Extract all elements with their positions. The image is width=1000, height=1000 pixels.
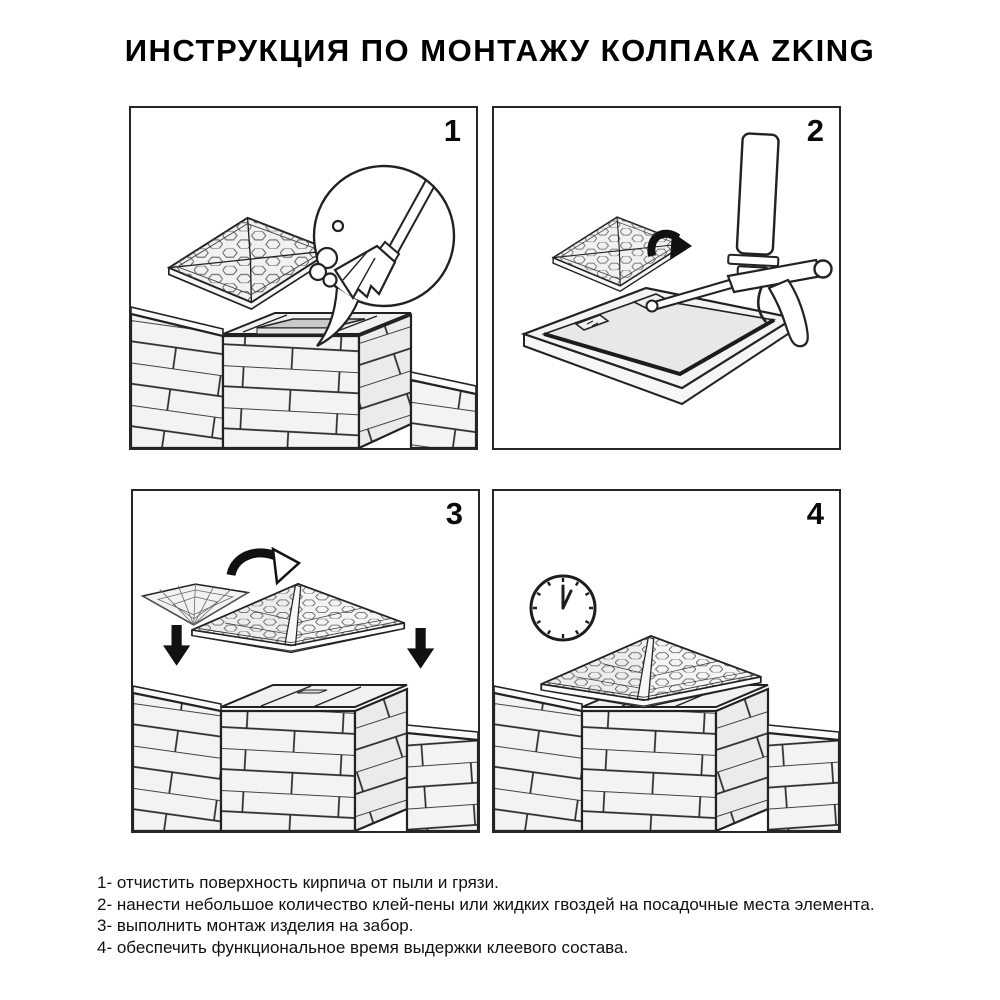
step-panel-1 bbox=[129, 106, 478, 450]
foam-canister bbox=[728, 133, 785, 276]
instruction-line-3: 3- выполнить монтаж изделия на забор. bbox=[97, 916, 414, 935]
step-4-illustration bbox=[494, 491, 839, 831]
step-1-illustration bbox=[131, 108, 476, 448]
step-panel-4 bbox=[492, 489, 841, 833]
step-number-3: 3 bbox=[445, 496, 463, 531]
fence-and-pillar bbox=[133, 685, 478, 831]
right-fence-wall bbox=[411, 372, 476, 448]
pillar-cap-small bbox=[553, 217, 686, 291]
step-number-4: 4 bbox=[806, 496, 824, 531]
down-arrow-icon bbox=[163, 625, 190, 666]
step-number-2: 2 bbox=[806, 113, 824, 148]
left-fence-wall bbox=[131, 307, 223, 448]
step-number-1: 1 bbox=[443, 113, 461, 148]
instruction-line-4: 4- обеспечить функциональное время выдержки клеевого состава. bbox=[97, 937, 629, 957]
instruction-list bbox=[97, 872, 875, 958]
step-2-illustration bbox=[494, 108, 839, 448]
page-title: ИНСТРУКЦИЯ ПО МОНТАЖУ КОЛПАКА ZKING bbox=[124, 33, 876, 68]
step-panel-2 bbox=[492, 106, 841, 450]
down-arrow-icon bbox=[407, 628, 434, 669]
step-panel-3 bbox=[131, 489, 480, 833]
fence-and-pillar bbox=[494, 685, 839, 831]
clock-icon bbox=[531, 576, 595, 640]
brick-pillar-open-top bbox=[223, 313, 411, 448]
pillar-cap-floating bbox=[169, 218, 332, 309]
instruction-line-2: 2- нанести небольшое количество клей-пены или жидких гвоздей на посадочные места элемента. bbox=[97, 894, 875, 914]
flip-arrow-icon bbox=[231, 549, 299, 583]
step-3-illustration bbox=[133, 491, 478, 831]
instruction-line-1: 1- отчистить поверхность кирпича от пыли и грязи. bbox=[97, 873, 499, 892]
